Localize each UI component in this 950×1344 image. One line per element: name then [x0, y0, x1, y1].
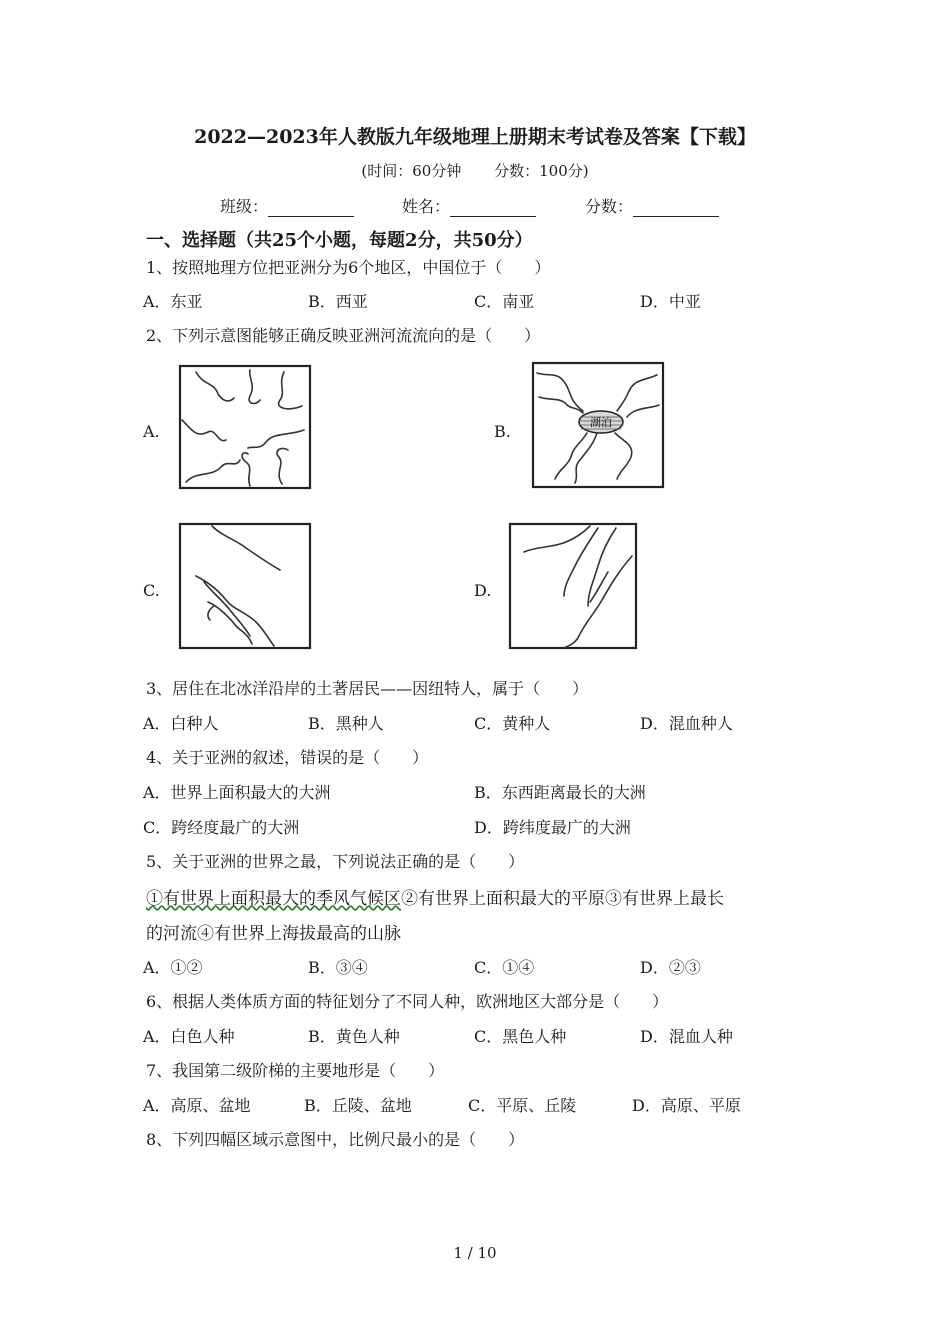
river-map-c	[178, 522, 312, 650]
q5-statement-line2: 的河流④有世界上海拔最高的山脉	[146, 924, 401, 944]
q4-option-a: A．世界上面积最大的大洲	[143, 783, 331, 802]
q4-option-c: C．跨经度最广的大洲	[143, 818, 300, 837]
score-info: 分数：100分)	[494, 162, 589, 180]
name-blank	[450, 200, 536, 217]
question-6-stem: 6、根据人类体质方面的特征划分了不同人种，欧洲地区大部分是（ ）	[146, 992, 669, 1011]
river-map-a	[178, 364, 312, 490]
class-blank	[268, 200, 354, 217]
q7-option-b: B．丘陵、盆地	[304, 1096, 412, 1115]
river-map-d	[508, 522, 638, 650]
q5-option-a: A．①②	[143, 958, 203, 977]
q7-option-a: A．高原、盆地	[143, 1096, 251, 1115]
question-5-stem: 5、关于亚洲的世界之最，下列说法正确的是（ ）	[146, 852, 525, 871]
q2-option-c: C.	[143, 581, 160, 600]
q6-option-b: B．黄色人种	[308, 1027, 400, 1046]
q1-option-b: B．西亚	[308, 292, 368, 311]
q5-option-c: C．①④	[474, 958, 535, 977]
q3-option-a: A．白种人	[143, 714, 219, 733]
section-heading: 一、选择题（共25个小题，每题2分，共50分）	[146, 230, 533, 251]
q7-option-d: D．高原、平原	[632, 1096, 741, 1115]
question-4-stem: 4、关于亚洲的叙述，错误的是（ ）	[146, 748, 429, 767]
q4-option-b: B．东西距离最长的大洲	[474, 783, 646, 802]
q1-option-a: A．东亚	[143, 292, 203, 311]
q7-option-c: C．平原、丘陵	[468, 1096, 577, 1115]
name-field: 姓名：	[402, 194, 536, 217]
score-field: 分数：	[585, 194, 719, 217]
q5-option-b: B．③④	[308, 958, 368, 977]
page-number: 1 / 10	[453, 1244, 497, 1262]
q2-option-b: B.	[494, 422, 511, 441]
class-field: 班级：	[220, 194, 354, 217]
exam-meta	[0, 160, 950, 181]
q1-option-c: C．南亚	[474, 292, 535, 311]
q6-option-c: C．黑色人种	[474, 1027, 567, 1046]
question-3-stem: 3、居住在北冰洋沿岸的土著居民——因纽特人，属于（ ）	[146, 679, 589, 698]
q3-option-b: B．黑种人	[308, 714, 384, 733]
q2-option-a: A.	[143, 422, 160, 441]
q2-option-d: D.	[474, 581, 492, 600]
q3-option-c: C．黄种人	[474, 714, 551, 733]
q1-option-d: D．中亚	[640, 292, 701, 311]
page-title: 2022—2023年人教版九年级地理上册期末考试卷及答案【下载】	[194, 126, 756, 148]
question-7-stem: 7、我国第二级阶梯的主要地形是（ ）	[146, 1061, 445, 1080]
q6-option-d: D．混血人种	[640, 1027, 733, 1046]
question-2-stem: 2、下列示意图能够正确反映亚洲河流流向的是（ ）	[146, 326, 541, 345]
q5-option-d: D．②③	[640, 958, 701, 977]
score-blank	[633, 200, 719, 217]
q4-option-d: D．跨纬度最广的大洲	[474, 818, 631, 837]
q6-option-a: A．白色人种	[143, 1027, 235, 1046]
river-map-b	[531, 361, 665, 489]
q5-statement-line1: ①有世界上面积最大的季风气候区②有世界上面积最大的平原③有世界上最长	[146, 889, 724, 909]
question-8-stem: 8、下列四幅区域示意图中，比例尺最小的是（ ）	[146, 1130, 525, 1149]
q3-option-d: D．混血种人	[640, 714, 733, 733]
time-info: (时间：60分钟	[361, 162, 462, 180]
question-1-stem: 1、按照地理方位把亚洲分为6个地区，中国位于（ ）	[146, 258, 551, 277]
lake-label: 湖泊	[590, 416, 612, 429]
